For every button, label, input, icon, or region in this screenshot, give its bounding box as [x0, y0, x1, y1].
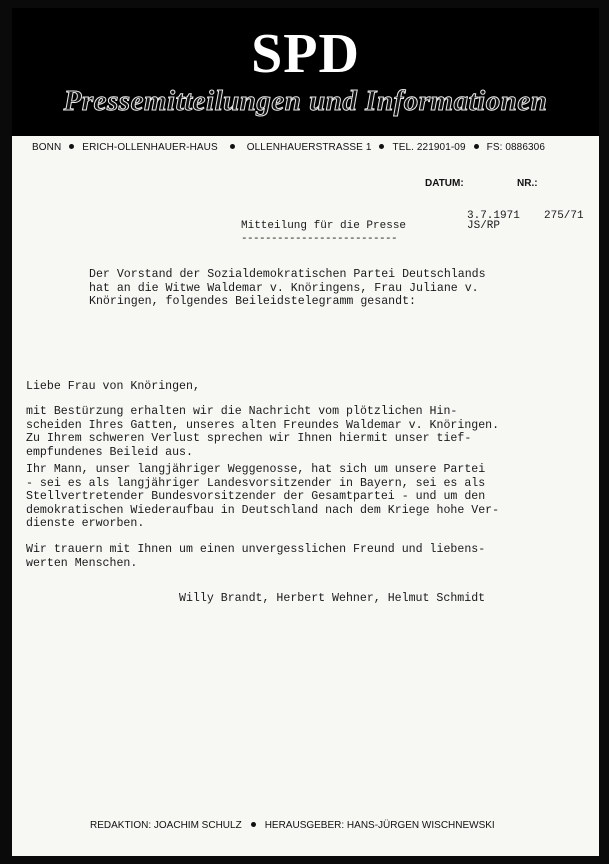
- address-fs: FS: 0886306: [486, 142, 545, 153]
- nr-label: NR.:: [517, 178, 538, 189]
- address-city: BONN: [32, 142, 62, 153]
- text-line: mit Bestürzung erhalten wir die Nachricht vom plötzlichen Hin-: [26, 405, 458, 418]
- text-line: demokratischen Wiederaufbau in Deutschland nach dem Kriege hohe Ver-: [26, 503, 500, 517]
- heading-underline: --------------------------: [241, 233, 398, 245]
- bullet-icon: [251, 822, 256, 827]
- paragraph-condolence: [26, 405, 499, 459]
- bullet-icon: [379, 144, 384, 149]
- bullet-icon: [230, 144, 235, 149]
- text-line: Wir trauern mit Ihnen um einen unvergesslichen Freund und liebens-: [26, 543, 486, 556]
- date-value: 3.7.1971: [467, 210, 520, 222]
- bullet-icon: [474, 144, 479, 149]
- spd-logo: SPD: [251, 23, 360, 85]
- footer-redaktion: REDAKTION: JOACHIM SCHULZ: [90, 820, 242, 831]
- footer: [90, 820, 590, 831]
- address-line: [32, 142, 592, 153]
- page-title: Mitteilung für die Presse: [241, 220, 407, 232]
- masthead-subtitle: Pressemitteilungen und Informationen: [63, 85, 548, 117]
- text-line: dienste erworben.: [26, 517, 145, 531]
- address-street: OLLENHAUERSTRASSE 1: [246, 142, 372, 153]
- intro-paragraph: [89, 268, 486, 309]
- text-line: Stellvertretender Bundesvorsitzender der Gesamtpartei - und um den: [26, 490, 486, 504]
- text-line: empfundenes Beileid aus.: [26, 445, 193, 459]
- datum-label: DATUM:: [425, 178, 464, 189]
- bullet-icon: [69, 144, 74, 149]
- address-phone: TEL. 221901-09: [392, 142, 466, 153]
- text-line: Der Vorstand der Sozialdemokratischen Partei Deutschlands: [89, 268, 486, 281]
- masthead: [12, 8, 599, 136]
- text-line: werten Menschen.: [26, 556, 138, 570]
- text-line: Knöringen, folgendes Beileidstelegramm gesandt:: [89, 295, 416, 309]
- signatures: Willy Brandt, Herbert Wehner, Helmut Schmidt: [179, 592, 486, 605]
- text-line: hat an die Witwe Waldemar v. Knöringens, Frau Juliane v.: [89, 281, 479, 295]
- footer-herausgeber: HERAUSGEBER: HANS-JÜRGEN WISCHNEWSKI: [264, 820, 495, 831]
- address-building: ERICH-OLLENHAUER-HAUS: [82, 142, 218, 153]
- text-line: - sei es als langjähriger Landesvorsitzender in Bayern, sei es als: [26, 476, 486, 490]
- release-number: 275/71: [544, 210, 584, 222]
- paragraph-tribute: [26, 463, 499, 531]
- document-page: [12, 8, 599, 856]
- text-line: Zu Ihrem schweren Verlust sprechen wir Ihnen hiermit unser tief-: [26, 432, 472, 446]
- text-line: scheiden Ihres Gatten, unseres alten Freundes Waldemar v. Knöringen.: [26, 418, 500, 432]
- text-line: Ihr Mann, unser langjähriger Weggenosse, hat sich um unsere Partei: [26, 463, 486, 476]
- reference-code: JS/RP: [467, 220, 501, 232]
- paragraph-mourning: [26, 543, 485, 570]
- salutation: Liebe Frau von Knöringen,: [26, 380, 200, 393]
